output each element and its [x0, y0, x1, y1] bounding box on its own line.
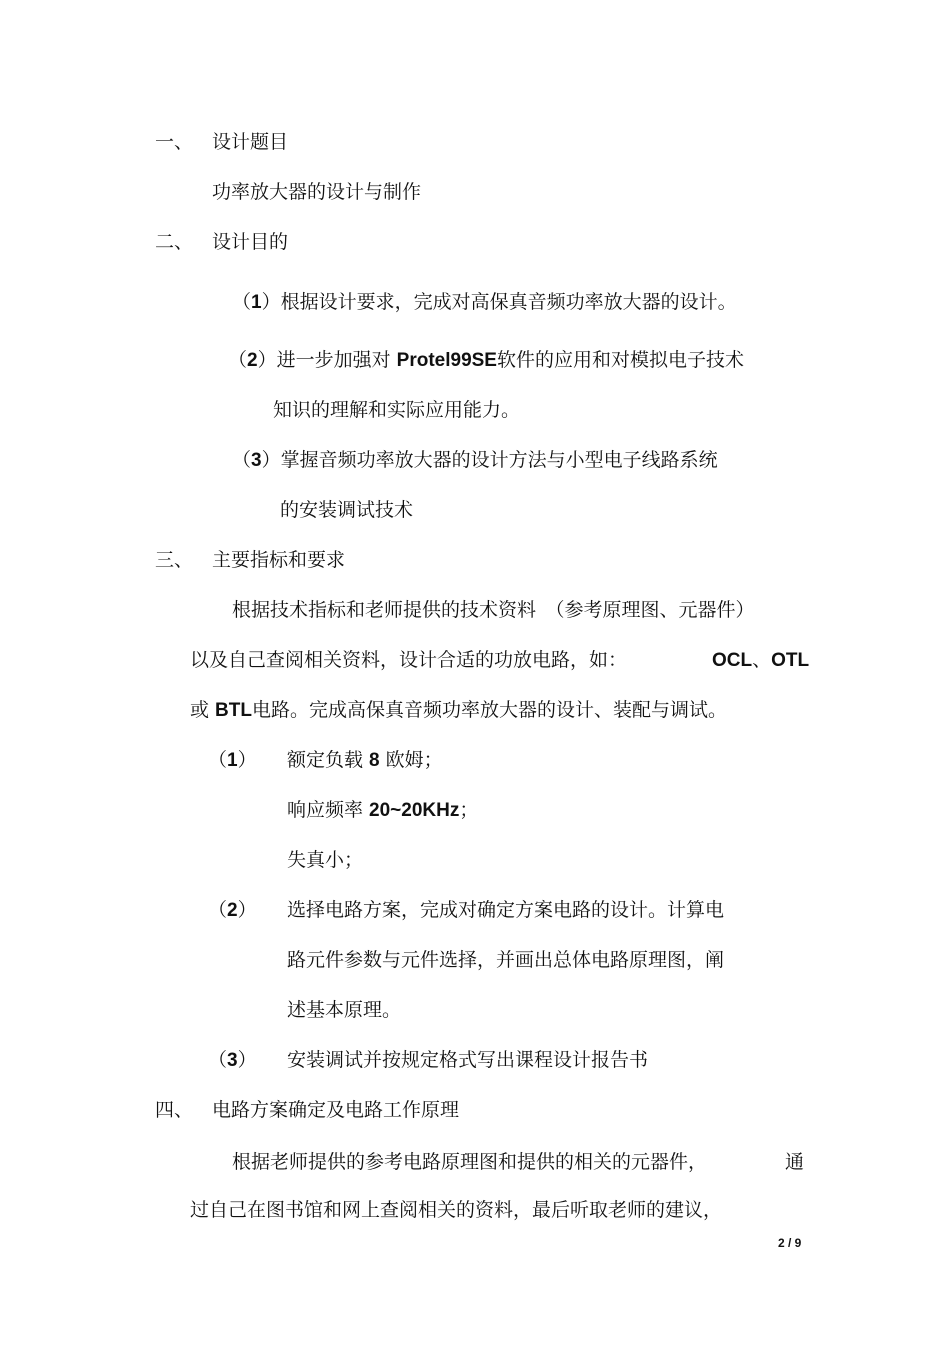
label-paren-close: ） [237, 899, 257, 921]
section-4-para-line-1: 根据老师提供的参考电路原理图和提供的相关的元器件， [232, 1151, 708, 1173]
ocl-label: OCL [712, 650, 753, 671]
purpose-item-3 [232, 448, 718, 472]
purpose-item-3-line-2: 的安装调试技术 [280, 499, 414, 521]
item-number: 3 [251, 450, 262, 471]
requirement-2-line-2: 路元件参数与元件选择，并画出总体电路原理图，阐 [287, 949, 725, 971]
item-paren-open: （ [232, 449, 252, 471]
section-3-heading: 主要指标和要求 [212, 549, 346, 571]
btl-label: BTL [215, 700, 252, 721]
frequency-label: 响应频率 [287, 799, 370, 821]
amplifier-types [712, 648, 809, 672]
section-2-number: 二、 [155, 231, 194, 253]
frequency-value: 20~20KHz [369, 800, 460, 821]
section-4-heading: 电路方案确定及电路工作原理 [212, 1099, 460, 1121]
requirement-3-line-1: 安装调试并按规定格式写出课程设计报告书 [287, 1049, 649, 1071]
item-paren-close: ） [261, 449, 281, 471]
label-number: 3 [227, 1050, 238, 1071]
item-number: 1 [251, 292, 262, 313]
distortion: 失真小； [287, 849, 364, 871]
requirement-2-line-1: 选择电路方案，完成对确定方案电路的设计。计算电 [287, 899, 725, 921]
para-text-b: 电路。完成高保真音频功率放大器的设计、装配与调试。 [251, 699, 727, 721]
label-number: 1 [227, 750, 238, 771]
para-text-a: 或 [190, 699, 216, 721]
purpose-item-2 [228, 348, 744, 372]
rated-load [287, 748, 443, 772]
frequency-suffix: ； [459, 799, 479, 821]
section-4-para-line-1-end: 通 [785, 1151, 805, 1173]
frequency-response [287, 798, 478, 822]
requirement-3-label [208, 1048, 257, 1072]
item-text-a: 进一步加强对 [276, 349, 397, 371]
item-text: 掌握音频功率放大器的设计方法与小型电子线路系统 [280, 449, 718, 471]
page-number: 2 / 9 [778, 1236, 802, 1250]
purpose-item-1 [232, 290, 737, 314]
label-number: 2 [227, 900, 238, 921]
software-name: Protel99SE [396, 350, 497, 371]
requirement-1-label [208, 748, 257, 772]
purpose-item-2-line-2: 知识的理解和实际应用能力。 [273, 399, 521, 421]
section-3-para-line-3 [190, 698, 727, 722]
rated-load-unit: 欧姆； [379, 749, 443, 771]
section-1-body: 功率放大器的设计与制作 [212, 181, 422, 203]
section-2-heading: 设计目的 [212, 231, 289, 253]
item-paren-close: ） [257, 349, 277, 371]
label-paren-close: ） [237, 749, 257, 771]
item-paren-close: ） [261, 291, 281, 313]
label-paren-open: （ [208, 899, 228, 921]
item-text: 根据设计要求，完成对高保真音频功率放大器的设计。 [280, 291, 737, 313]
item-number: 2 [247, 350, 258, 371]
section-4-number: 四、 [155, 1099, 194, 1121]
separator: 、 [752, 649, 772, 671]
item-paren-open: （ [232, 291, 252, 313]
rated-load-label: 额定负载 [287, 749, 370, 771]
section-4-para-line-2: 过自己在图书馆和网上查阅相关的资料，最后听取老师的建议， [190, 1199, 723, 1221]
item-paren-open: （ [228, 349, 248, 371]
label-paren-open: （ [208, 749, 228, 771]
requirement-2-label [208, 898, 257, 922]
label-paren-open: （ [208, 1049, 228, 1071]
section-1-number: 一、 [155, 131, 194, 153]
rated-load-value: 8 [369, 750, 380, 771]
section-3-para-line-2: 以及自己查阅相关资料，设计合适的功放电路，如： [190, 649, 628, 671]
requirement-2-line-3: 述基本原理。 [287, 999, 402, 1021]
otl-label: OTL [771, 650, 810, 671]
section-1-heading: 设计题目 [212, 131, 289, 153]
label-paren-close: ） [237, 1049, 257, 1071]
section-3-number: 三、 [155, 549, 194, 571]
item-text-b: 软件的应用和对模拟电子技术 [496, 349, 744, 371]
section-3-para-line-1: 根据技术指标和老师提供的技术资料 （参考原理图、元器件） [232, 599, 755, 621]
